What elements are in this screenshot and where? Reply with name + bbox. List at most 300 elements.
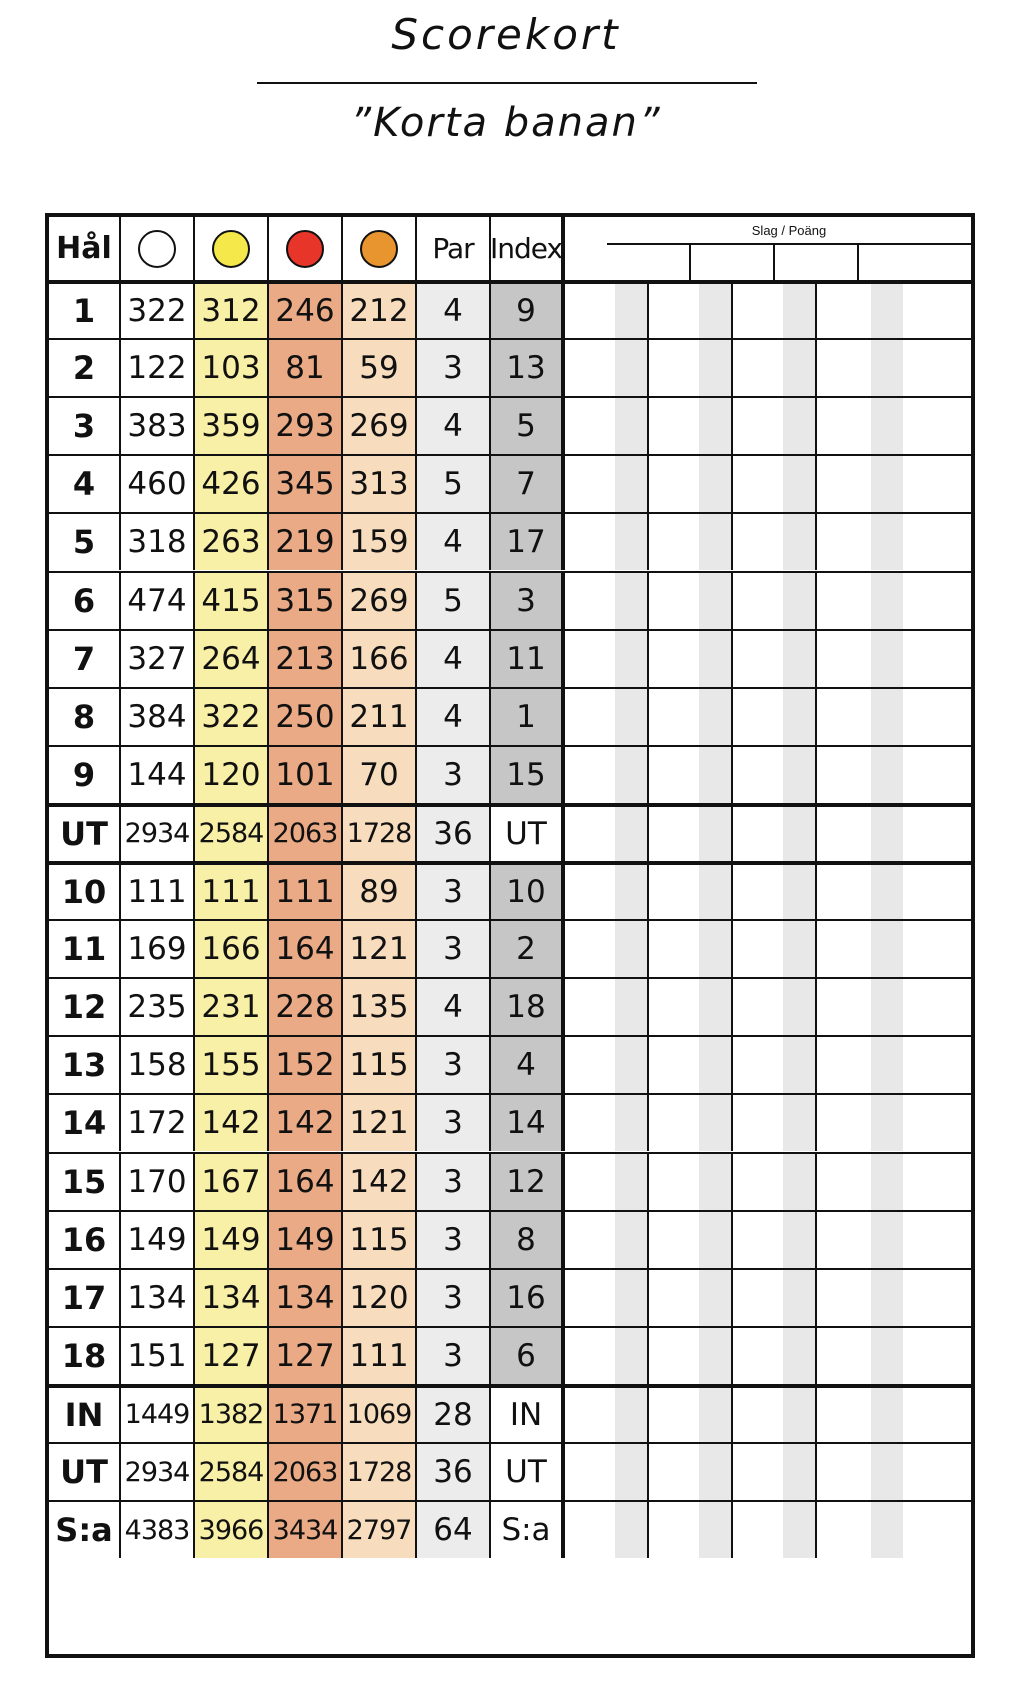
score-input-cell[interactable] [817, 865, 903, 919]
score-input-cell[interactable] [565, 631, 649, 687]
score-cell-shade [783, 1270, 815, 1326]
orange-tee-cell: 2797 [343, 1502, 417, 1558]
par-cell: 3 [417, 1328, 491, 1384]
score-cell-shade [699, 514, 731, 570]
score-input-cell[interactable] [817, 689, 903, 745]
score-input-cell[interactable] [733, 340, 817, 396]
score-input-cell[interactable] [733, 1388, 817, 1442]
par-cell: 3 [417, 747, 491, 803]
yellow-tee-cell: 134 [195, 1270, 269, 1326]
hole-row [49, 338, 971, 396]
score-input-cell[interactable] [733, 1037, 817, 1093]
yellow-tee-cell: 415 [195, 573, 269, 629]
score-cell-shade [871, 631, 903, 687]
hole-row [49, 1093, 971, 1151]
score-input-cell[interactable] [565, 921, 649, 977]
score-cell-shade [699, 1270, 731, 1326]
score-cell-shade [615, 1502, 647, 1558]
index-cell: 9 [491, 284, 565, 338]
score-input-cell[interactable] [565, 979, 649, 1035]
index-cell: S:a [491, 1502, 565, 1558]
score-input-cell[interactable] [565, 1212, 649, 1268]
red-tee-cell: 152 [269, 1037, 343, 1093]
score-input-cell[interactable] [565, 456, 649, 512]
score-cell-shade [871, 1212, 903, 1268]
red-tee-cell: 1371 [269, 1388, 343, 1442]
score-cell-shade [615, 1270, 647, 1326]
score-input-cell[interactable] [565, 1328, 649, 1384]
red-tee-cell: 101 [269, 747, 343, 803]
index-cell: IN [491, 1388, 565, 1442]
red-tee-cell: 127 [269, 1328, 343, 1384]
score-input-cell[interactable] [565, 1037, 649, 1093]
score-cell-shade [783, 340, 815, 396]
score-input-cell[interactable] [649, 1328, 733, 1384]
score-cell-shade [615, 340, 647, 396]
score-input-cell[interactable] [565, 1388, 649, 1442]
white-tee-cell: 474 [121, 573, 195, 629]
hal-cell: 18 [49, 1328, 121, 1384]
score-cell-shade [615, 1444, 647, 1500]
hal-cell: 11 [49, 921, 121, 977]
par-cell: 4 [417, 514, 491, 570]
hal-cell: 15 [49, 1154, 121, 1210]
par-cell: 36 [417, 807, 491, 861]
hole-row [49, 687, 971, 745]
score-input-cell[interactable] [649, 284, 733, 338]
score-cell-shade [783, 807, 815, 861]
score-input-cell[interactable] [649, 1502, 733, 1558]
score-input-cell[interactable] [817, 514, 903, 570]
score-input-cell[interactable] [649, 1444, 733, 1500]
hal-cell: 9 [49, 747, 121, 803]
hole-row [49, 977, 971, 1035]
hole-row [49, 919, 971, 977]
white-tee-cell: 122 [121, 340, 195, 396]
col-header-orange-tee [343, 217, 417, 280]
score-cell-shade [615, 1037, 647, 1093]
orange-tee-cell: 1069 [343, 1388, 417, 1442]
white-tee-cell: 235 [121, 979, 195, 1035]
score-input-cell[interactable] [649, 573, 733, 629]
score-input-cell[interactable] [649, 1154, 733, 1210]
white-tee-cell: 170 [121, 1154, 195, 1210]
score-cell-shade [699, 921, 731, 977]
score-cell-shade [783, 1154, 815, 1210]
score-input-cell[interactable] [817, 573, 903, 629]
score-input-cell[interactable] [649, 689, 733, 745]
index-cell: 4 [491, 1037, 565, 1093]
yellow-tee-cell: 3966 [195, 1502, 269, 1558]
score-input-cell[interactable] [817, 284, 903, 338]
score-cell-shade [871, 573, 903, 629]
orange-tee-cell: 142 [343, 1154, 417, 1210]
score-header [607, 217, 971, 280]
col-header-hal: Hål [49, 217, 121, 280]
score-cell-shade [871, 1502, 903, 1558]
red-tee-cell: 111 [269, 865, 343, 919]
score-cell-shade [783, 689, 815, 745]
score-input-cell[interactable] [733, 865, 817, 919]
par-cell: 3 [417, 1270, 491, 1326]
orange-tee-cell: 59 [343, 340, 417, 396]
white-tee-cell: 318 [121, 514, 195, 570]
score-input-cell[interactable] [733, 747, 817, 803]
white-tee-cell: 4383 [121, 1502, 195, 1558]
yellow-tee-cell: 264 [195, 631, 269, 687]
red-tee-cell: 315 [269, 573, 343, 629]
hal-cell: 6 [49, 573, 121, 629]
red-tee-cell: 219 [269, 514, 343, 570]
score-cell-shade [783, 921, 815, 977]
score-cell-shade [615, 284, 647, 338]
page-title: Scorekort [391, 10, 621, 59]
white-tee-cell: 151 [121, 1328, 195, 1384]
score-input-cell[interactable] [565, 340, 649, 396]
score-input-cell[interactable] [733, 514, 817, 570]
white-tee-cell: 172 [121, 1095, 195, 1151]
page-subtitle: ”Korta banan” [350, 100, 662, 146]
red-tee-cell: 345 [269, 456, 343, 512]
index-cell: 6 [491, 1328, 565, 1384]
red-tee-cell: 81 [269, 340, 343, 396]
white-tee-cell: 144 [121, 747, 195, 803]
score-input-cell[interactable] [817, 1270, 903, 1326]
score-cell-shade [615, 979, 647, 1035]
score-input-cell[interactable] [649, 979, 733, 1035]
col-header-par: Par [417, 217, 491, 280]
score-input-cell[interactable] [649, 1388, 733, 1442]
score-cell-shade [871, 1095, 903, 1151]
score-input-cell[interactable] [565, 284, 649, 338]
score-cell-shade [615, 456, 647, 512]
score-input-cell[interactable] [817, 456, 903, 512]
score-input-cell[interactable] [565, 1270, 649, 1326]
score-input-cell[interactable] [565, 1154, 649, 1210]
orange-tee-cell: 166 [343, 631, 417, 687]
score-cell-shade [871, 921, 903, 977]
score-cell-shade [783, 1328, 815, 1384]
index-cell: UT [491, 1444, 565, 1500]
yellow-tee-cell: 127 [195, 1328, 269, 1384]
score-input-cell[interactable] [817, 1095, 903, 1151]
score-header-label: Slag / Poäng [607, 217, 971, 245]
score-input-cell[interactable] [649, 1037, 733, 1093]
score-input-cell[interactable] [649, 1095, 733, 1151]
score-cell-shade [871, 747, 903, 803]
col-header-yellow-tee [195, 217, 269, 280]
white-tee-cell: 2934 [121, 1444, 195, 1500]
score-input-cell[interactable] [733, 689, 817, 745]
score-cell-shade [615, 1095, 647, 1151]
index-cell: 7 [491, 456, 565, 512]
yellow-tee-cell: 2584 [195, 807, 269, 861]
yellow-tee-cell: 263 [195, 514, 269, 570]
score-input-cell[interactable] [565, 1502, 649, 1558]
index-cell: 17 [491, 514, 565, 570]
hole-row [49, 1326, 971, 1384]
score-input-cell[interactable] [733, 1328, 817, 1384]
hal-cell: UT [49, 807, 121, 861]
yellow-tee-cell: 155 [195, 1037, 269, 1093]
col-header-index: Index [491, 217, 565, 280]
par-cell: 3 [417, 1154, 491, 1210]
yellow-tee-cell: 111 [195, 865, 269, 919]
score-cell-shade [871, 1388, 903, 1442]
score-cell-shade [615, 1388, 647, 1442]
par-cell: 4 [417, 284, 491, 338]
hal-cell: 17 [49, 1270, 121, 1326]
score-input-cell[interactable] [817, 1154, 903, 1210]
score-cell-shade [615, 1212, 647, 1268]
score-cell-shade [871, 1154, 903, 1210]
score-input-cell[interactable] [817, 1388, 903, 1442]
score-cell-shade [871, 340, 903, 396]
score-input-cell[interactable] [649, 340, 733, 396]
score-cell-shade [871, 456, 903, 512]
score-input-cell[interactable] [565, 1095, 649, 1151]
score-cell-shade [783, 1444, 815, 1500]
hole-row [49, 571, 971, 629]
index-cell: 8 [491, 1212, 565, 1268]
score-input-cell[interactable] [649, 921, 733, 977]
score-input-cell[interactable] [649, 865, 733, 919]
red-tee-cell: 149 [269, 1212, 343, 1268]
hole-row [49, 1152, 971, 1210]
orange-tee-cell: 212 [343, 284, 417, 338]
par-cell: 5 [417, 456, 491, 512]
red-tee-cell: 2063 [269, 807, 343, 861]
score-header-col [859, 245, 943, 280]
score-cell-shade [783, 1502, 815, 1558]
index-cell: 16 [491, 1270, 565, 1326]
total-row [49, 1442, 971, 1500]
score-cell-shade [699, 1328, 731, 1384]
red-tee-cell: 3434 [269, 1502, 343, 1558]
hole-row [49, 1210, 971, 1268]
score-input-cell[interactable] [565, 747, 649, 803]
score-cell-shade [615, 689, 647, 745]
score-input-cell[interactable] [733, 979, 817, 1035]
hal-cell: 12 [49, 979, 121, 1035]
score-cell-shade [871, 284, 903, 338]
score-input-cell[interactable] [733, 1095, 817, 1151]
score-input-cell[interactable] [733, 807, 817, 861]
white-tee-cell: 383 [121, 398, 195, 454]
score-input-cell[interactable] [817, 747, 903, 803]
red-tee-cell: 2063 [269, 1444, 343, 1500]
score-cell-shade [783, 514, 815, 570]
par-cell: 36 [417, 1444, 491, 1500]
score-cell-shade [699, 747, 731, 803]
hal-cell: 8 [49, 689, 121, 745]
score-input-cell[interactable] [733, 1502, 817, 1558]
white-tee-cell: 327 [121, 631, 195, 687]
score-cell-shade [615, 921, 647, 977]
orange-tee-cell: 115 [343, 1212, 417, 1268]
red-tee-cell: 293 [269, 398, 343, 454]
score-cell-shade [615, 1154, 647, 1210]
score-input-cell[interactable] [733, 1444, 817, 1500]
score-input-cell[interactable] [649, 807, 733, 861]
score-input-cell[interactable] [817, 1212, 903, 1268]
par-cell: 5 [417, 573, 491, 629]
score-cell-shade [615, 1328, 647, 1384]
score-input-cell[interactable] [649, 631, 733, 687]
score-cell-shade [615, 807, 647, 861]
score-input-cell[interactable] [565, 514, 649, 570]
orange-tee-cell: 70 [343, 747, 417, 803]
score-input-cell[interactable] [733, 284, 817, 338]
score-input-cell[interactable] [733, 456, 817, 512]
score-cell-shade [871, 514, 903, 570]
score-input-cell[interactable] [817, 807, 903, 861]
score-input-cell[interactable] [733, 398, 817, 454]
score-input-cell[interactable] [817, 921, 903, 977]
score-cell-shade [699, 1154, 731, 1210]
col-header-white-tee [121, 217, 195, 280]
score-cell-shade [783, 979, 815, 1035]
index-cell: 13 [491, 340, 565, 396]
white-tee-cell: 322 [121, 284, 195, 338]
orange-tee-cell: 120 [343, 1270, 417, 1326]
yellow-tee-icon [212, 230, 250, 268]
hal-cell: 10 [49, 865, 121, 919]
yellow-tee-cell: 426 [195, 456, 269, 512]
orange-tee-cell: 1728 [343, 807, 417, 861]
score-cell-shade [871, 1328, 903, 1384]
index-cell: 14 [491, 1095, 565, 1151]
score-input-cell[interactable] [817, 1444, 903, 1500]
score-cell-shade [699, 340, 731, 396]
white-tee-cell: 111 [121, 865, 195, 919]
score-cell-shade [783, 747, 815, 803]
score-cell-shade [783, 631, 815, 687]
score-cell-shade [783, 1037, 815, 1093]
col-header-red-tee [269, 217, 343, 280]
index-cell: 3 [491, 573, 565, 629]
hole-row [49, 745, 971, 803]
score-input-cell[interactable] [565, 573, 649, 629]
score-header-col [775, 245, 859, 280]
white-tee-cell: 384 [121, 689, 195, 745]
orange-tee-cell: 115 [343, 1037, 417, 1093]
score-input-cell[interactable] [733, 1270, 817, 1326]
score-cell-shade [699, 631, 731, 687]
score-input-cell[interactable] [733, 573, 817, 629]
score-input-cell[interactable] [817, 398, 903, 454]
score-input-cell[interactable] [649, 398, 733, 454]
score-cell-shade [699, 398, 731, 454]
white-tee-cell: 149 [121, 1212, 195, 1268]
score-cell-shade [699, 1212, 731, 1268]
orange-tee-cell: 269 [343, 398, 417, 454]
orange-tee-cell: 89 [343, 865, 417, 919]
score-cell-shade [783, 573, 815, 629]
score-input-cell[interactable] [733, 631, 817, 687]
index-cell: 2 [491, 921, 565, 977]
yellow-tee-cell: 167 [195, 1154, 269, 1210]
score-input-cell[interactable] [733, 921, 817, 977]
yellow-tee-cell: 166 [195, 921, 269, 977]
score-input-cell[interactable] [649, 514, 733, 570]
hal-cell: 14 [49, 1095, 121, 1151]
orange-tee-cell: 269 [343, 573, 417, 629]
score-cell-shade [699, 807, 731, 861]
score-cell-shade [615, 631, 647, 687]
score-cell-shade [699, 1037, 731, 1093]
score-input-cell[interactable] [817, 979, 903, 1035]
score-input-cell[interactable] [817, 1328, 903, 1384]
total-row [49, 803, 971, 861]
hal-cell: 16 [49, 1212, 121, 1268]
yellow-tee-cell: 322 [195, 689, 269, 745]
score-cell-shade [615, 398, 647, 454]
index-cell: 10 [491, 865, 565, 919]
score-input-cell[interactable] [817, 631, 903, 687]
score-header-col [691, 245, 775, 280]
par-cell: 28 [417, 1388, 491, 1442]
yellow-tee-cell: 103 [195, 340, 269, 396]
white-tee-cell: 158 [121, 1037, 195, 1093]
score-cell-shade [615, 573, 647, 629]
score-input-cell[interactable] [565, 865, 649, 919]
score-input-cell[interactable] [817, 1037, 903, 1093]
white-tee-cell: 2934 [121, 807, 195, 861]
score-cell-shade [699, 1095, 731, 1151]
red-tee-cell: 228 [269, 979, 343, 1035]
score-cell-shade [783, 284, 815, 338]
white-tee-icon [138, 230, 176, 268]
hole-row [49, 396, 971, 454]
hal-cell: 7 [49, 631, 121, 687]
score-input-cell[interactable] [565, 1444, 649, 1500]
orange-tee-cell: 121 [343, 1095, 417, 1151]
score-input-cell[interactable] [733, 1212, 817, 1268]
orange-tee-icon [360, 230, 398, 268]
title-divider [257, 82, 757, 84]
hal-cell: UT [49, 1444, 121, 1500]
score-input-cell[interactable] [649, 747, 733, 803]
score-input-cell[interactable] [649, 1270, 733, 1326]
score-input-cell[interactable] [649, 456, 733, 512]
score-header-col [607, 245, 691, 280]
index-cell: 1 [491, 689, 565, 745]
hole-row [49, 1268, 971, 1326]
hal-cell: 4 [49, 456, 121, 512]
hole-row [49, 861, 971, 919]
yellow-tee-cell: 359 [195, 398, 269, 454]
red-tee-cell: 164 [269, 1154, 343, 1210]
score-input-cell[interactable] [565, 807, 649, 861]
score-cell-shade [699, 573, 731, 629]
score-cell-shade [699, 689, 731, 745]
yellow-tee-cell: 1382 [195, 1388, 269, 1442]
score-input-cell[interactable] [733, 1154, 817, 1210]
white-tee-cell: 134 [121, 1270, 195, 1326]
score-input-cell[interactable] [565, 398, 649, 454]
score-input-cell[interactable] [565, 689, 649, 745]
score-input-cell[interactable] [817, 1502, 903, 1558]
hole-row [49, 454, 971, 512]
hal-cell: 13 [49, 1037, 121, 1093]
score-input-cell[interactable] [649, 1212, 733, 1268]
orange-tee-cell: 313 [343, 456, 417, 512]
score-input-cell[interactable] [817, 340, 903, 396]
par-cell: 4 [417, 979, 491, 1035]
score-cell-shade [783, 1095, 815, 1151]
score-cell-shade [871, 865, 903, 919]
